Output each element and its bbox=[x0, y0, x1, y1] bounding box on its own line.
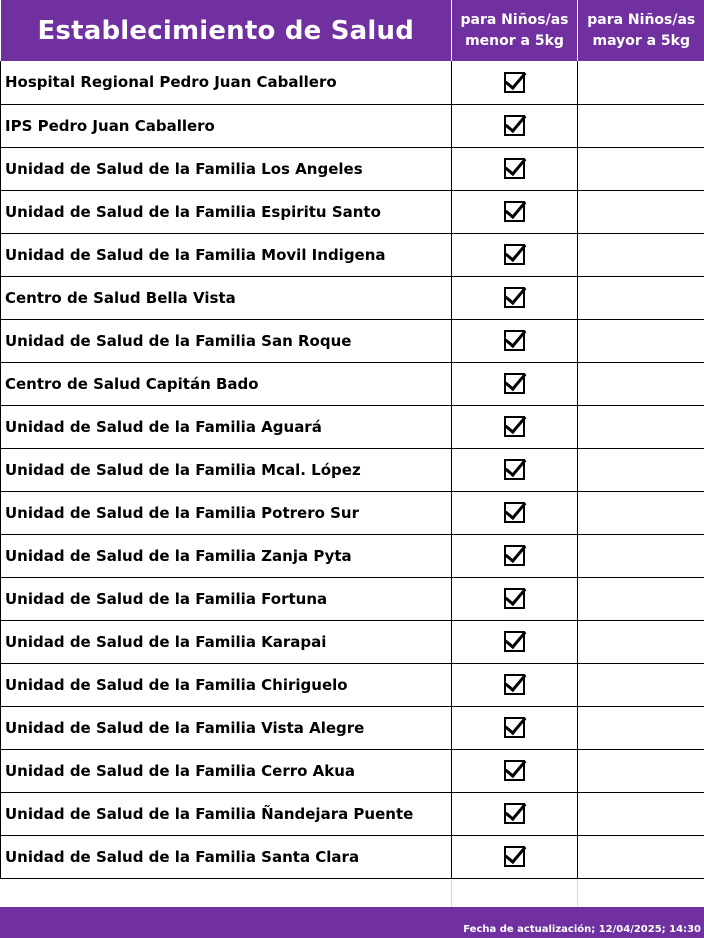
checked-box-icon bbox=[504, 631, 525, 652]
under-5kg-cell[interactable] bbox=[452, 61, 578, 104]
under-5kg-cell[interactable] bbox=[452, 663, 578, 706]
header-under-5kg-line2: menor a 5kg bbox=[465, 32, 564, 49]
under-5kg-cell[interactable] bbox=[452, 319, 578, 362]
under-5kg-cell[interactable] bbox=[452, 534, 578, 577]
checked-box-icon bbox=[504, 72, 525, 93]
over-5kg-cell[interactable] bbox=[578, 61, 704, 104]
table-row bbox=[1, 190, 704, 233]
under-5kg-cell[interactable] bbox=[452, 362, 578, 405]
establishment-name-cell[interactable]: Unidad de Salud de la Familia Chiriguelo bbox=[1, 663, 452, 706]
establishment-name-cell[interactable]: Hospital Regional Pedro Juan Caballero bbox=[1, 61, 452, 104]
over-5kg-cell[interactable] bbox=[578, 577, 704, 620]
over-5kg-cell[interactable] bbox=[578, 491, 704, 534]
over-5kg-cell[interactable] bbox=[578, 319, 704, 362]
under-5kg-cell[interactable] bbox=[452, 491, 578, 534]
establishment-name-cell[interactable]: Centro de Salud Bella Vista bbox=[1, 276, 452, 319]
header-establishment[interactable]: Establecimiento de Salud bbox=[1, 0, 452, 61]
empty-row bbox=[1, 878, 704, 907]
establishment-name-cell[interactable]: Unidad de Salud de la Familia Santa Clara bbox=[1, 835, 452, 878]
checked-box-icon bbox=[504, 373, 525, 394]
table-body bbox=[1, 61, 704, 907]
table-row bbox=[1, 663, 704, 706]
table-row bbox=[1, 319, 704, 362]
checked-box-icon bbox=[504, 717, 525, 738]
checkmark-icon bbox=[505, 669, 527, 692]
over-5kg-cell[interactable] bbox=[578, 663, 704, 706]
table-row bbox=[1, 405, 704, 448]
checkmark-icon bbox=[505, 755, 527, 778]
establishment-name-cell[interactable]: Unidad de Salud de la Familia Movil Indigena bbox=[1, 233, 452, 276]
under-5kg-cell[interactable] bbox=[452, 104, 578, 147]
checkmark-icon bbox=[505, 411, 527, 434]
checkmark-icon bbox=[505, 153, 527, 176]
over-5kg-cell[interactable] bbox=[578, 190, 704, 233]
table-row bbox=[1, 491, 704, 534]
establishment-name-cell[interactable]: Unidad de Salud de la Familia Los Angeles bbox=[1, 147, 452, 190]
establishment-name-cell[interactable]: Unidad de Salud de la Familia Ñandejara Puente bbox=[1, 792, 452, 835]
table-row bbox=[1, 749, 704, 792]
over-5kg-cell[interactable] bbox=[578, 534, 704, 577]
checked-box-icon bbox=[504, 846, 525, 867]
over-5kg-cell[interactable] bbox=[578, 792, 704, 835]
establishment-name-cell[interactable]: Unidad de Salud de la Familia Mcal. López bbox=[1, 448, 452, 491]
establishment-name-cell[interactable]: Unidad de Salud de la Familia Karapai bbox=[1, 620, 452, 663]
under-5kg-cell[interactable] bbox=[452, 190, 578, 233]
header-under-5kg[interactable] bbox=[452, 0, 578, 61]
table-row bbox=[1, 577, 704, 620]
footer-bar bbox=[0, 907, 704, 938]
checked-box-icon bbox=[504, 674, 525, 695]
over-5kg-cell[interactable] bbox=[578, 620, 704, 663]
header-over-5kg-line2: mayor a 5kg bbox=[592, 32, 691, 49]
table-row bbox=[1, 147, 704, 190]
checked-box-icon bbox=[504, 416, 525, 437]
update-timestamp: Fecha de actualización; 12/04/2025; 14:30 bbox=[463, 924, 701, 935]
over-5kg-cell[interactable] bbox=[578, 405, 704, 448]
checked-box-icon bbox=[504, 588, 525, 609]
checked-box-icon bbox=[504, 158, 525, 179]
table-row bbox=[1, 104, 704, 147]
table-row bbox=[1, 792, 704, 835]
table-header bbox=[1, 0, 704, 61]
under-5kg-cell[interactable] bbox=[452, 276, 578, 319]
checked-box-icon bbox=[504, 545, 525, 566]
checked-box-icon bbox=[504, 201, 525, 222]
checked-box-icon bbox=[504, 459, 525, 480]
establishment-name-cell[interactable]: IPS Pedro Juan Caballero bbox=[1, 104, 452, 147]
table-row bbox=[1, 61, 704, 104]
under-5kg-cell[interactable] bbox=[452, 749, 578, 792]
table-row bbox=[1, 706, 704, 749]
over-5kg-cell[interactable] bbox=[578, 835, 704, 878]
checkmark-icon bbox=[505, 798, 527, 821]
under-5kg-cell[interactable] bbox=[452, 792, 578, 835]
table-row bbox=[1, 835, 704, 878]
table-row bbox=[1, 362, 704, 405]
establishment-name-cell[interactable]: Unidad de Salud de la Familia Potrero Sur bbox=[1, 491, 452, 534]
establishment-name-cell[interactable]: Unidad de Salud de la Familia Vista Alegre bbox=[1, 706, 452, 749]
empty-name-cell[interactable] bbox=[1, 878, 452, 907]
checkmark-icon bbox=[505, 67, 527, 90]
checked-box-icon bbox=[504, 115, 525, 136]
establishment-name-cell[interactable]: Unidad de Salud de la Familia Espiritu Santo bbox=[1, 190, 452, 233]
under-5kg-cell[interactable] bbox=[452, 233, 578, 276]
checkmark-icon bbox=[505, 196, 527, 219]
establishment-name-cell[interactable]: Unidad de Salud de la Familia Zanja Pyta bbox=[1, 534, 452, 577]
under-5kg-cell[interactable] bbox=[452, 147, 578, 190]
table-row bbox=[1, 448, 704, 491]
table-row bbox=[1, 276, 704, 319]
empty-over-5kg-cell[interactable] bbox=[578, 878, 704, 907]
over-5kg-cell[interactable] bbox=[578, 233, 704, 276]
header-under-5kg-line1: para Niños/as bbox=[460, 11, 569, 28]
establishment-name-cell[interactable]: Unidad de Salud de la Familia Fortuna bbox=[1, 577, 452, 620]
table-row bbox=[1, 620, 704, 663]
under-5kg-cell[interactable] bbox=[452, 405, 578, 448]
checked-box-icon bbox=[504, 502, 525, 523]
checkmark-icon bbox=[505, 540, 527, 563]
establishment-name-cell[interactable]: Unidad de Salud de la Familia San Roque bbox=[1, 319, 452, 362]
checkmark-icon bbox=[505, 282, 527, 305]
checkmark-icon bbox=[505, 712, 527, 735]
checkmark-icon bbox=[505, 626, 527, 649]
under-5kg-cell[interactable] bbox=[452, 448, 578, 491]
over-5kg-cell[interactable] bbox=[578, 749, 704, 792]
empty-under-5kg-cell[interactable] bbox=[452, 878, 578, 907]
checked-box-icon bbox=[504, 803, 525, 824]
checkmark-icon bbox=[505, 325, 527, 348]
under-5kg-cell[interactable] bbox=[452, 620, 578, 663]
checkmark-icon bbox=[505, 110, 527, 133]
checkmark-icon bbox=[505, 239, 527, 262]
checkmark-icon bbox=[505, 368, 527, 391]
over-5kg-cell[interactable] bbox=[578, 147, 704, 190]
over-5kg-cell[interactable] bbox=[578, 104, 704, 147]
checked-box-icon bbox=[504, 287, 525, 308]
table-row bbox=[1, 534, 704, 577]
checked-box-icon bbox=[504, 760, 525, 781]
header-row bbox=[1, 0, 704, 61]
under-5kg-cell[interactable] bbox=[452, 577, 578, 620]
checked-box-icon bbox=[504, 330, 525, 351]
over-5kg-cell[interactable] bbox=[578, 276, 704, 319]
establishment-name-cell[interactable]: Unidad de Salud de la Familia Aguará bbox=[1, 405, 452, 448]
table-row bbox=[1, 233, 704, 276]
header-over-5kg-line1: para Niños/as bbox=[587, 11, 696, 28]
under-5kg-cell[interactable] bbox=[452, 835, 578, 878]
checkmark-icon bbox=[505, 583, 527, 606]
establishment-name-cell[interactable]: Centro de Salud Capitán Bado bbox=[1, 362, 452, 405]
checked-box-icon bbox=[504, 244, 525, 265]
under-5kg-cell[interactable] bbox=[452, 706, 578, 749]
checkmark-icon bbox=[505, 454, 527, 477]
header-over-5kg[interactable] bbox=[578, 0, 704, 61]
checkmark-icon bbox=[505, 497, 527, 520]
over-5kg-cell[interactable] bbox=[578, 706, 704, 749]
over-5kg-cell[interactable] bbox=[578, 448, 704, 491]
checkmark-icon bbox=[505, 841, 527, 864]
over-5kg-cell[interactable] bbox=[578, 362, 704, 405]
establishment-name-cell[interactable]: Unidad de Salud de la Familia Cerro Akua bbox=[1, 749, 452, 792]
